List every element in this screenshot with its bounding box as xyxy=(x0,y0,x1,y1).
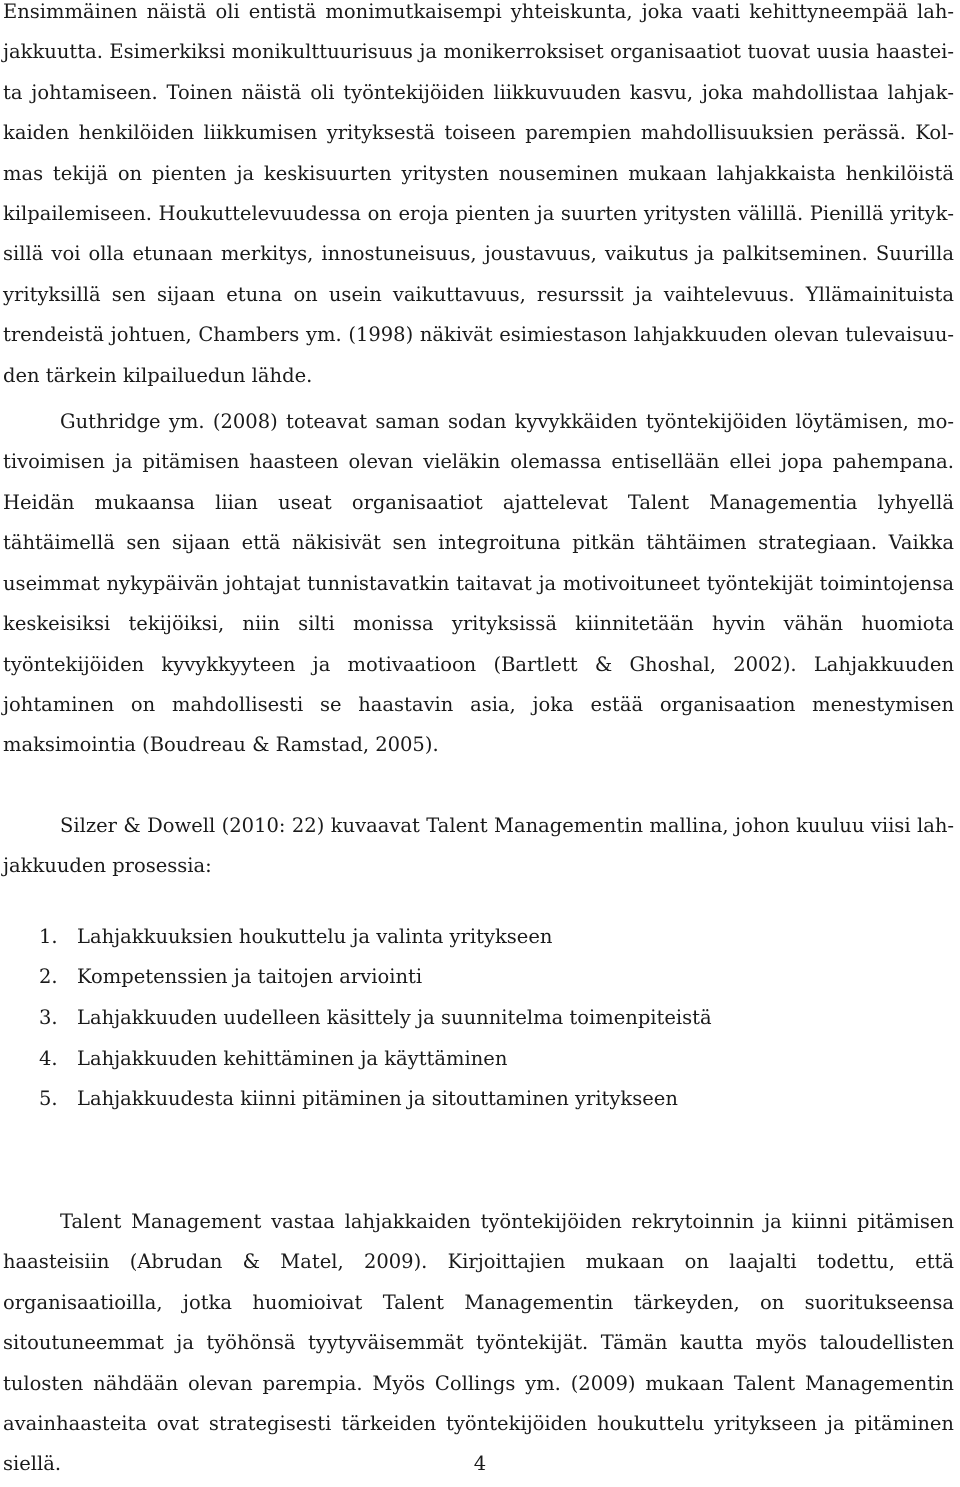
list-item-text: Kompetenssien ja taitojen arviointi xyxy=(77,965,423,989)
list-item-text: Lahjakkuuden kehittäminen ja käyttäminen xyxy=(77,1046,508,1070)
list-item-number: 4. xyxy=(39,1046,58,1070)
list-item-text: Lahjakkuuksien houkuttelu ja valinta yritykseen xyxy=(77,924,553,948)
list-item-number: 2. xyxy=(39,965,58,989)
list-item-text: Lahjakkuuden uudelleen käsittely ja suunnitelma toimenpiteistä xyxy=(77,1005,712,1029)
paragraph-talent-management: Talent Management vastaa lahjakkaiden työntekijöiden rekrytoinnin ja kiinni pitämisen haasteisiin (Abrudan & Matel, 2009). Kirjoittajien mukaan on laajalti todettu, että organisaatioilla, jotka huomioivat Talent Managementin tärkeyden, on suoritukseensa sitoutuneemmat ja työhönsä tyytyväisemmät työntekijät. Tämän kautta myös taloudellisten tulosten nähdään olevan parempia. Myös Collings ym. (2009) mukaan Talent Managementin avainhaasteita ovat strategisesti tärkeiden työntekijöiden houkuttelu yritykseen ja pitäminen siellä. xyxy=(3,1210,954,1476)
list-item xyxy=(3,1079,954,1120)
paragraph-silzer-dowell: Silzer & Dowell (2010: 22) kuvaavat Talent Managementin mallina, johon kuuluu viisi lahjakkuuden prosessia: xyxy=(3,813,954,878)
list-item xyxy=(3,998,954,1039)
list-item xyxy=(3,957,954,998)
list-item-number: 1. xyxy=(39,924,58,948)
list-item-text: Lahjakkuudesta kiinni pitäminen ja sitouttaminen yritykseen xyxy=(77,1087,678,1111)
page-number: 4 xyxy=(473,1452,487,1475)
list-item xyxy=(3,917,954,958)
paragraph-guthridge: Guthridge ym. (2008) toteavat saman sodan kyvykkäiden työntekijöiden löytämisen, motivoimisen ja pitämisen haasteen olevan vieläkin olemassa entisellään ellei jopa pahempana. Heidän mukaansa liian useat organisaatiot ajattelevat Talent Managementia lyhyellä tähtäimellä sen sijaan että näkisivät sen integroituna pitkän tähtäimen strategiaan. Vaikka useimmat nykypäivän johtajat tunnistavatkin taitavat ja motivoituneet työntekijät toimintojensa keskeisiksi tekijöiksi, niin silti monissa yrityksissä kiinnitetään hyvin vähän huomiota työntekijöiden kyvykkyyteen ja motivaatioon (Bartlett & Ghoshal, 2002). Lahjakkuuden johtaminen on mahdollisesti se haastavin asia, joka estää organisaation menestymisen maksimointia (Boudreau & Ramstad, 2005). xyxy=(3,410,954,757)
paragraph-trends: Ensimmäinen näistä oli entistä monimutkaisempi yhteiskunta, joka vaati kehittyneempää lahjakkuutta. Esimerkiksi monikulttuurisuus ja monikerroksiset organisaatiot tuovat uusia haasteita johtamiseen. Toinen näistä oli työntekijöiden liikkuvuuden kasvu, joka mahdollistaa lahjakkaiden henkilöiden liikkumisen yrityksestä toiseen parempien mahdollisuuksien perässä. Kolmas tekijä on pienten ja keskisuurten yritysten nouseminen mukaan lahjakkaista henkilöistä kilpailemiseen. Houkuttelevuudessa on eroja pienten ja suurten yritysten välillä. Pienillä yrityksillä voi olla etunaan merkitys, innostuneisuus, joustavuus, vaikutus ja palkitseminen. Suurilla yrityksillä sen sijaan etuna on usein vaikuttavuus, resurssit ja vaihtelevuus. Yllämainituista trendeistä johtuen, Chambers ym. (1998) näkivät esimiestason lahjakkuuden olevan tulevaisuuden tärkein kilpailuedun lähde. xyxy=(3,0,954,387)
talent-process-list xyxy=(3,917,954,1121)
list-item-number: 5. xyxy=(39,1087,58,1111)
list-item xyxy=(3,1039,954,1080)
list-item-number: 3. xyxy=(39,1005,58,1029)
